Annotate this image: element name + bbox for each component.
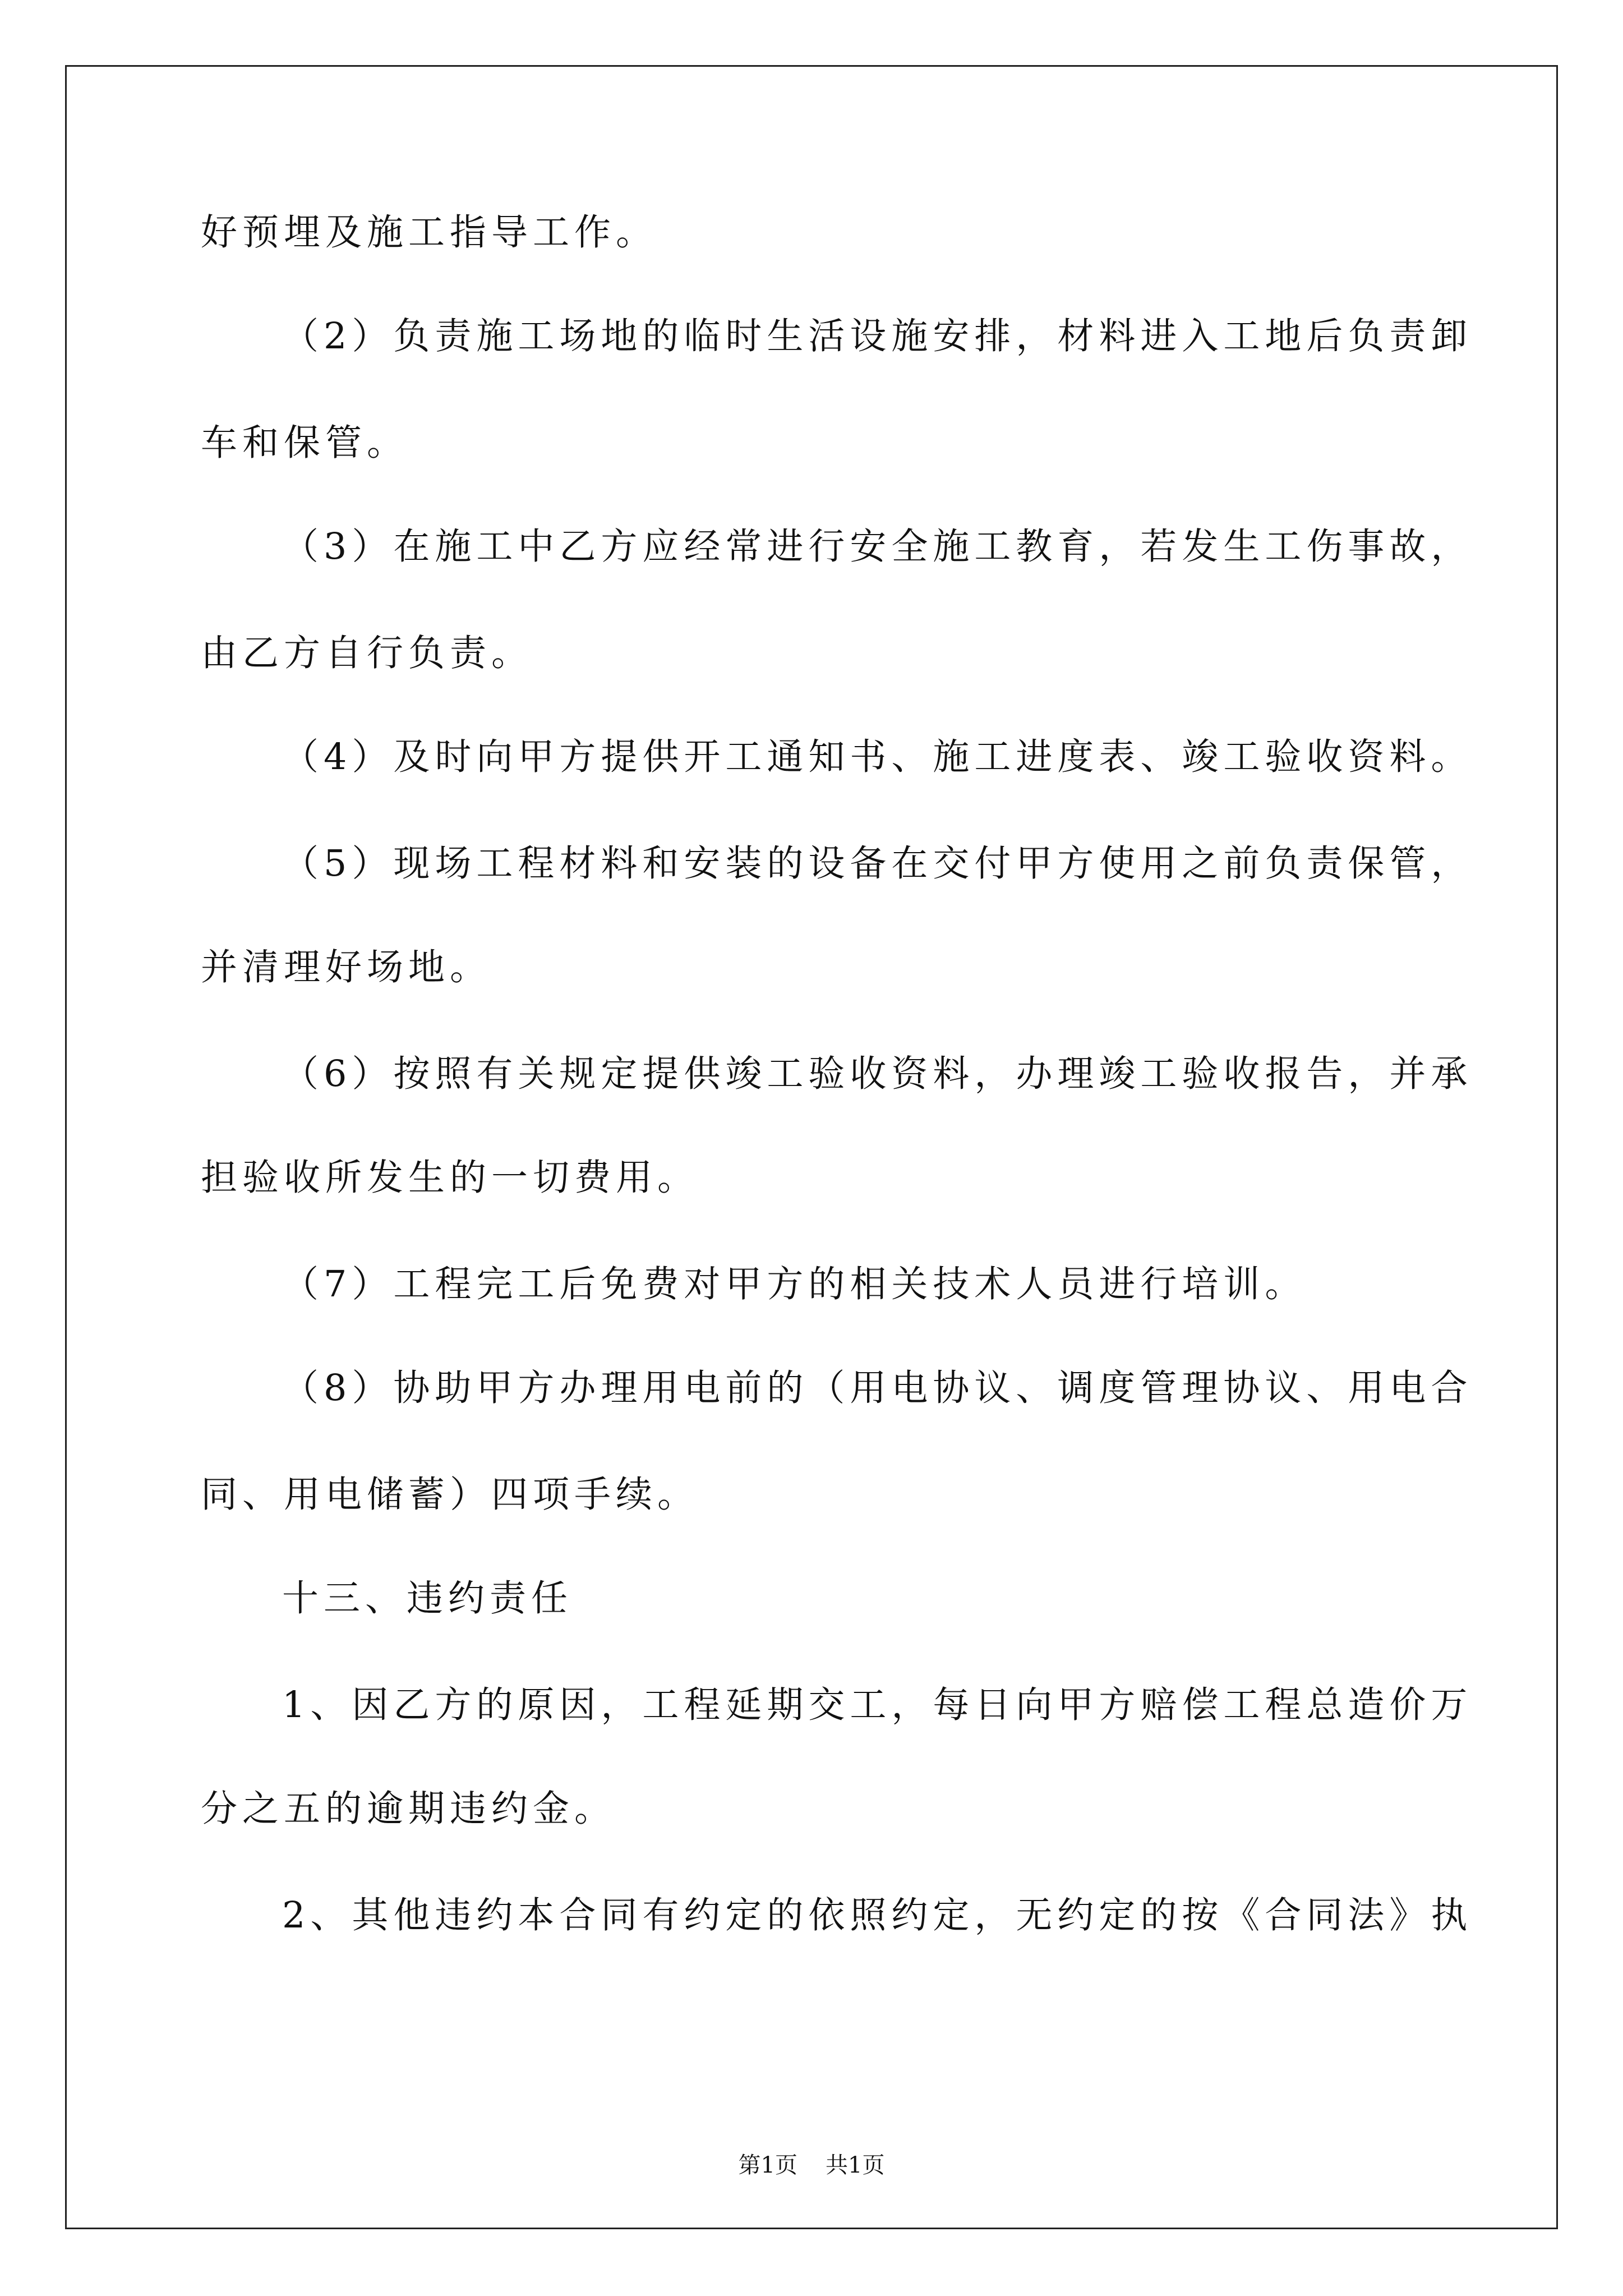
text-line: （4）及时向甲方提供开工通知书、施工进度表、竣工验收资料。 bbox=[282, 736, 1473, 778]
text-line: （8）协助甲方办理用电前的（用电协议、调度管理协议、用电合 bbox=[282, 1367, 1473, 1409]
text-line: （3）在施工中乙方应经常进行安全施工教育，若发生工伤事故， bbox=[282, 526, 1473, 568]
text-line: 2、其他违约本合同有约定的依照约定，无约定的按《合同法》执 bbox=[282, 1894, 1473, 1936]
text-line: （7）工程完工后免费对甲方的相关技术人员进行培训。 bbox=[282, 1263, 1307, 1305]
text-line: 同、用电储蓄）四项手续。 bbox=[201, 1474, 699, 1516]
text-line: （2）负责施工场地的临时生活设施安排，材料进入工地后负责卸 bbox=[282, 315, 1473, 357]
page-footer bbox=[0, 2151, 1623, 2179]
text-line: 车和保管。 bbox=[201, 422, 409, 464]
page-number-current: 第1页 bbox=[738, 2152, 797, 2178]
text-line: 担验收所发生的一切费用。 bbox=[201, 1157, 699, 1199]
text-line: 好预埋及施工指导工作。 bbox=[201, 211, 658, 254]
text-line: 分之五的逾期违约金。 bbox=[201, 1788, 616, 1830]
text-line: （5）现场工程材料和安装的设备在交付甲方使用之前负责保管， bbox=[282, 843, 1473, 885]
text-line: 1、因乙方的原因，工程延期交工，每日向甲方赔偿工程总造价万 bbox=[282, 1684, 1473, 1726]
text-line: 并清理好场地。 bbox=[201, 946, 492, 988]
section-heading: 十三、违约责任 bbox=[282, 1577, 573, 1619]
text-line: （6）按照有关规定提供竣工验收资料，办理竣工验收报告，并承 bbox=[282, 1053, 1473, 1095]
text-line: 由乙方自行负责。 bbox=[201, 632, 533, 674]
page-number-total: 共1页 bbox=[826, 2152, 885, 2178]
